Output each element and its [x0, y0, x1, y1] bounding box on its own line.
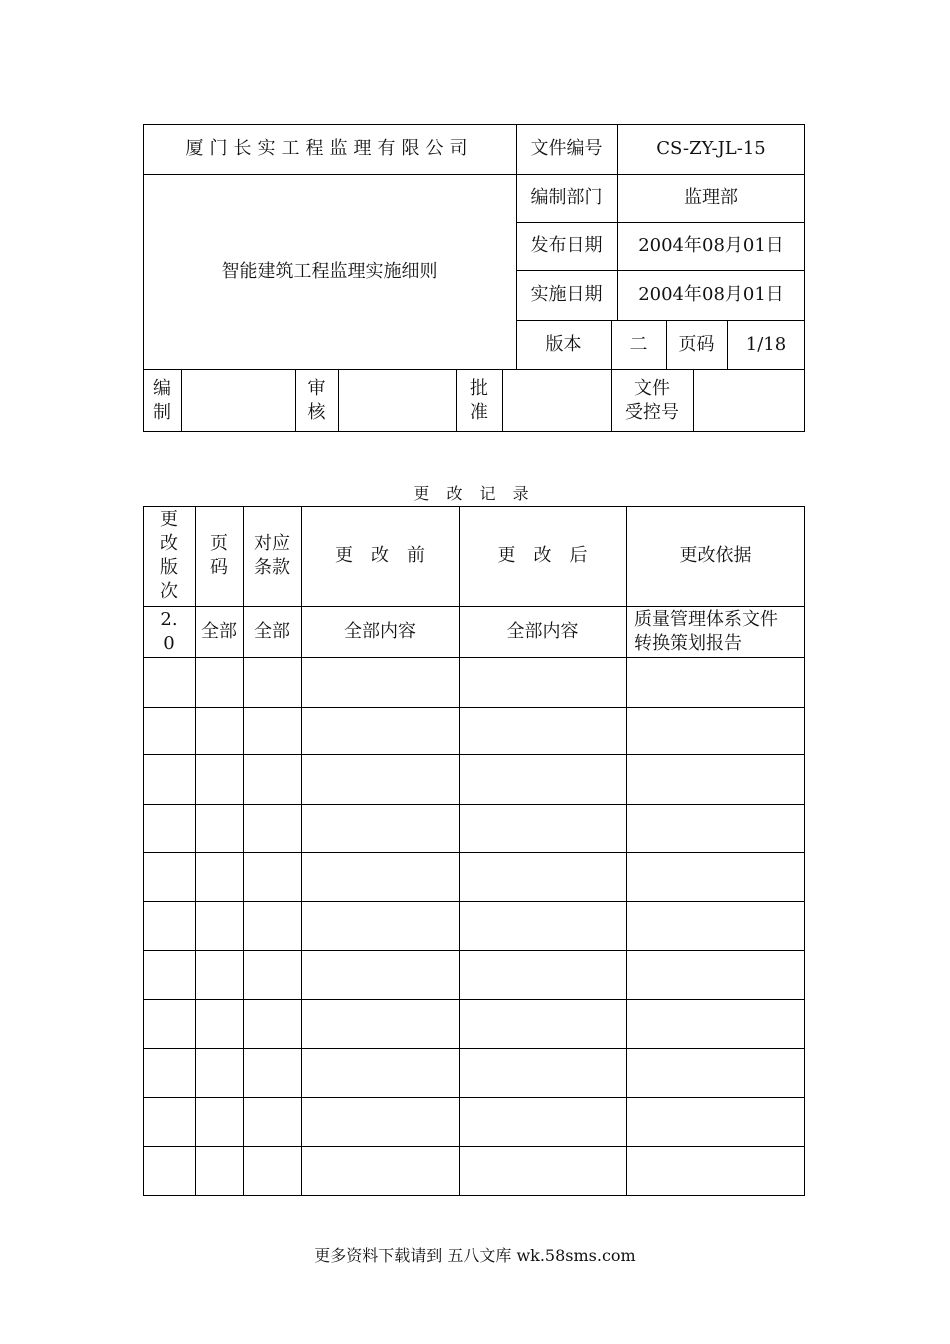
row-page: 全部	[201, 620, 237, 642]
page-value: 1/18	[745, 333, 787, 355]
publish-date-label: 发布日期	[530, 235, 603, 256]
compile-value	[181, 369, 295, 432]
row-revision: 2. 0	[160, 608, 178, 654]
row-basis: 质量管理体系文件 转换策划报告	[634, 608, 778, 654]
column-header-before: 更 改 前	[335, 545, 425, 566]
page-label: 页码	[678, 333, 715, 355]
column-header-after: 更 改 后	[497, 545, 588, 566]
column-header-revision: 更 改 版 次	[160, 509, 178, 602]
effective-date-value: 2004年08月01日	[638, 284, 784, 305]
company-name: 厦门长实工程监理有限公司	[185, 138, 474, 159]
footer-text: 更多资料下载请到 五八文库 wk.58sms.com	[314, 1246, 636, 1265]
dept-label: 编制部门	[530, 187, 603, 208]
doc-no-label: 文件编号	[530, 138, 603, 159]
version-label: 版本	[545, 333, 582, 355]
approve-value	[502, 369, 611, 432]
approve-label: 批 准	[470, 377, 488, 423]
compile-label: 编 制	[153, 377, 171, 423]
column-header-clause: 对应 条款	[254, 533, 290, 578]
doc-no-value: CS-ZY-JL-15	[656, 138, 766, 159]
publish-date-value: 2004年08月01日	[638, 235, 784, 256]
dept-value: 监理部	[684, 187, 738, 208]
row-after: 全部内容	[506, 620, 579, 642]
version-value: 二	[629, 333, 648, 355]
review-label: 审 核	[307, 377, 326, 423]
review-value	[338, 369, 456, 432]
control-number-value	[693, 369, 805, 432]
document-title: 智能建筑工程监理实施细则	[221, 260, 438, 282]
column-header-basis: 更改依据	[679, 545, 752, 566]
change-record-title: 更 改 记 录	[413, 484, 535, 503]
column-header-page: 页 码	[210, 533, 228, 578]
control-number-label: 文件 受控号	[625, 377, 679, 423]
effective-date-label: 实施日期	[530, 284, 603, 305]
row-before: 全部内容	[344, 620, 416, 642]
row-clause: 全部	[254, 620, 290, 642]
